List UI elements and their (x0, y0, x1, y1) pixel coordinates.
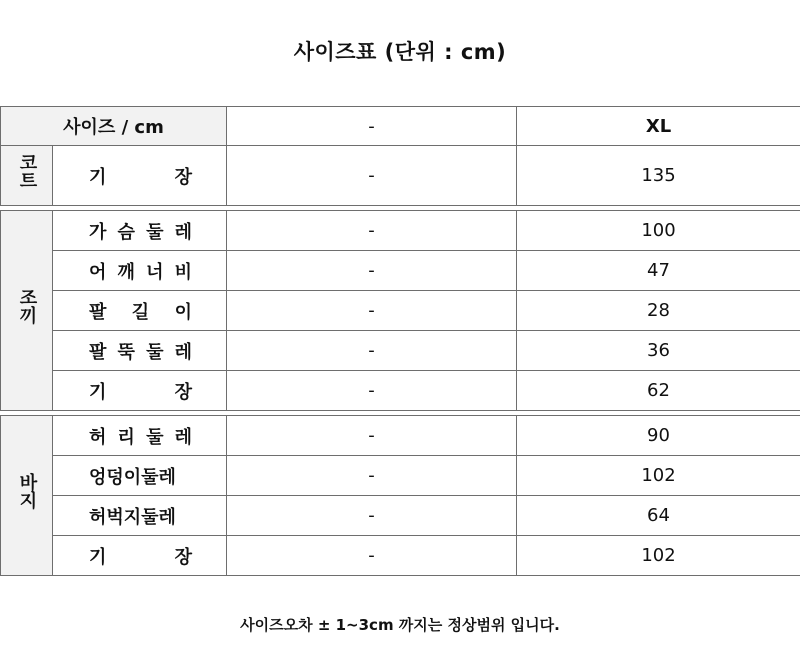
row-col-a: - (227, 291, 517, 331)
row-col-b: 90 (517, 416, 800, 456)
row-col-b: 100 (517, 211, 800, 251)
row-col-a: - (227, 251, 517, 291)
row-col-b: 47 (517, 251, 800, 291)
pants-section (0, 415, 800, 576)
row-col-b: 36 (517, 331, 800, 371)
row-col-b: 102 (517, 536, 800, 576)
row-label: 팔 길 이 (53, 291, 227, 331)
row-label: 엉덩이둘레 (53, 456, 227, 496)
size-header-col-a: - (227, 107, 517, 146)
row-col-b: 62 (517, 371, 800, 411)
row-label: 어 깨 너 비 (53, 251, 227, 291)
row-col-a: - (227, 371, 517, 411)
row-col-b: 102 (517, 456, 800, 496)
row-col-b: 28 (517, 291, 800, 331)
size-tolerance-note: 사이즈오차 ± 1~3cm 까지는 정상범위 입니다. (240, 616, 560, 634)
row-col-b: 135 (517, 146, 800, 206)
coat-section (0, 145, 800, 206)
section-name-vest: 조끼 (1, 211, 53, 411)
row-col-a: - (227, 416, 517, 456)
row-col-a: - (227, 536, 517, 576)
row-col-a: - (227, 456, 517, 496)
size-header-col-b: XL (517, 107, 800, 146)
section-name-pants: 바지 (1, 416, 53, 576)
size-table-header (0, 106, 800, 146)
row-label: 기 장 (53, 536, 227, 576)
row-label: 가 슴 둘 레 (53, 211, 227, 251)
row-label: 팔 뚝 둘 레 (53, 331, 227, 371)
row-col-a: - (227, 331, 517, 371)
row-col-a: - (227, 211, 517, 251)
size-header-label: 사이즈 / cm (1, 107, 227, 146)
row-label: 허 리 둘 레 (53, 416, 227, 456)
row-col-a: - (227, 496, 517, 536)
row-col-b: 64 (517, 496, 800, 536)
row-label: 기 장 (53, 371, 227, 411)
row-label: 허벅지둘레 (53, 496, 227, 536)
row-label: 기 장 (53, 146, 227, 206)
row-col-a: - (227, 146, 517, 206)
page-title: 사이즈표 (단위 : cm) (293, 40, 507, 64)
section-name-coat: 코트 (1, 146, 53, 206)
vest-section (0, 210, 800, 411)
